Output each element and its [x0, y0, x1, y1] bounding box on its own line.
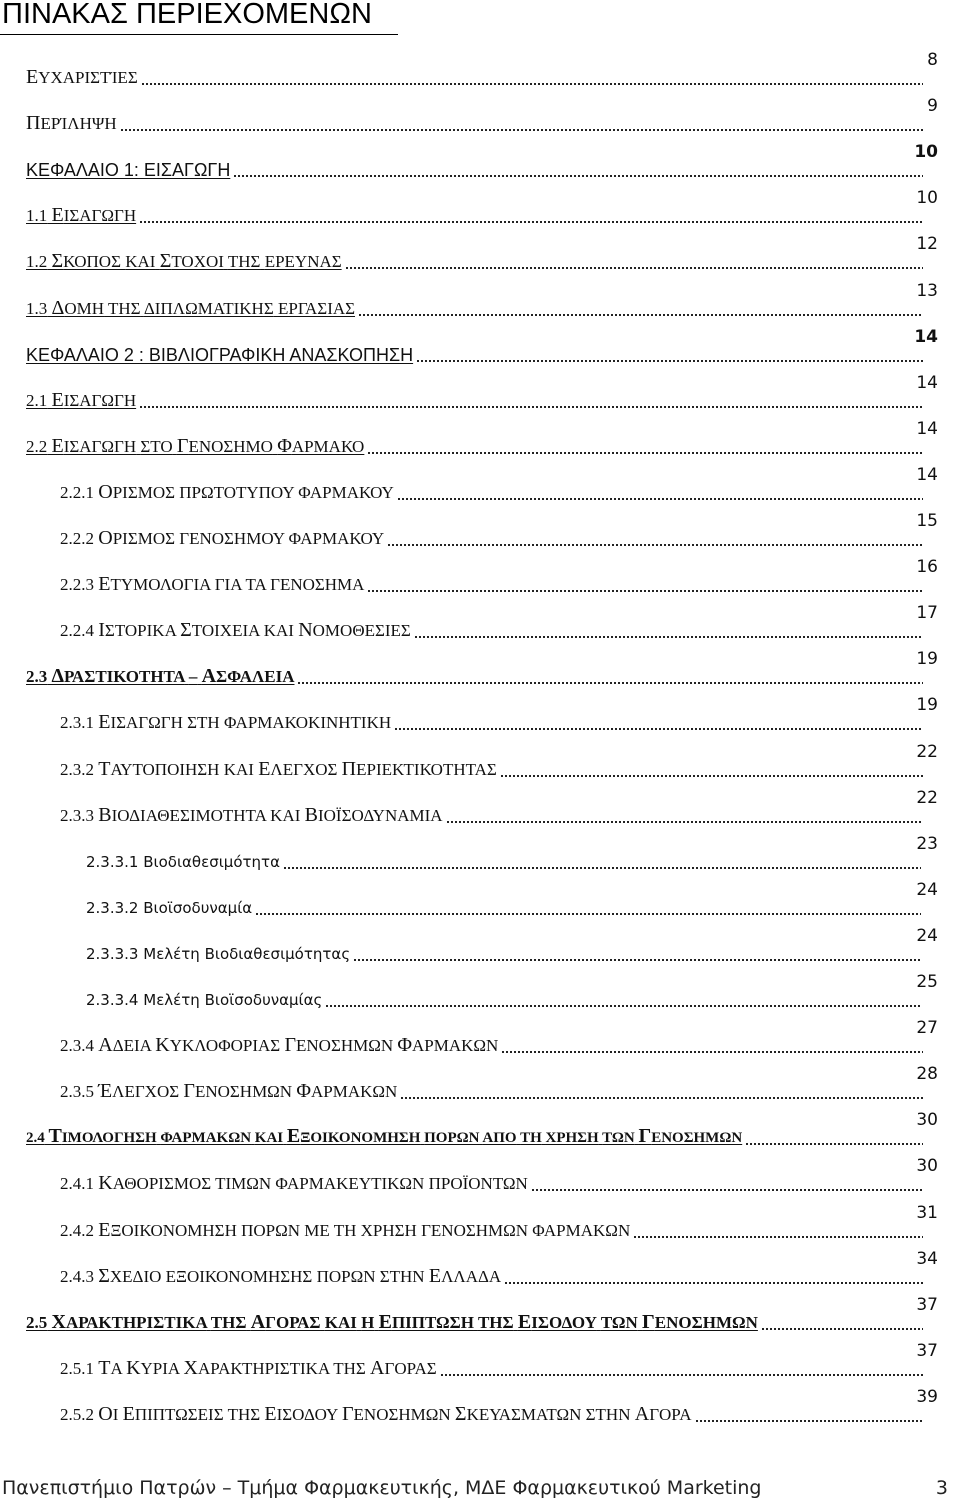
toc-entry-title: 2.3 ΔΡΑΣΤΙΚΟΤΗΤΑ – ΑΣΦΑΛΕΙΑ — [26, 665, 295, 688]
toc-entry — [0, 138, 960, 184]
toc-entry-line — [60, 707, 924, 735]
toc-entry-title: 2.3.1 ΕΙΣΑΓΩΓΗ ΣΤΗ ΦΑΡΜΑΚΟΚΙΝΗΤΙΚΗ — [60, 711, 392, 734]
toc-entry-line — [60, 1215, 924, 1243]
toc-entry — [0, 1291, 960, 1337]
toc-page-number: 39 — [916, 1386, 938, 1407]
toc-entry — [0, 369, 960, 415]
toc-page-number: 15 — [916, 511, 938, 531]
toc-entry-line — [60, 1353, 924, 1381]
toc-page-number: 27 — [916, 1018, 938, 1039]
toc-page-number: 9 — [927, 96, 938, 117]
toc-leader-dots — [141, 83, 923, 85]
toc-entry — [0, 784, 960, 830]
toc-leader-dots — [139, 221, 923, 223]
toc-entry — [0, 46, 960, 92]
toc-page-number: 34 — [916, 1248, 938, 1269]
toc-page-number: 16 — [916, 557, 938, 578]
toc-entry — [0, 1245, 960, 1291]
toc-entry-title: 2.2.4 ΙΣΤΟΡΙΚΑ ΣΤΟΙΧΕΙΑ ΚΑΙ ΝΟΜΟΘΕΣΙΕΣ — [60, 619, 411, 642]
toc-entry — [0, 645, 960, 691]
toc-entry-title: 2.2.3 ΕΤΥΜΟΛΟΓΙΑ ΓΙΑ ΤΑ ΓΕΝΟΣΗΜΑ — [60, 573, 365, 596]
toc-entry-line — [60, 1399, 924, 1427]
toc-leader-dots — [387, 544, 923, 546]
toc-entry — [0, 691, 960, 737]
toc-entry — [0, 1199, 960, 1245]
toc-entry-title: 2.5.1 ΤΑ ΚΥΡΙΑ ΧΑΡΑΚΤΗΡΙΣΤΙΚΑ ΤΗΣ ΑΓΟΡΑΣ — [60, 1356, 437, 1379]
toc-entry-line — [26, 1122, 924, 1150]
toc-entry-line — [26, 431, 924, 459]
toc-entry-title: 1.2 ΣΚΟΠΟΣ ΚΑΙ ΣΤΟΧΟΙ ΤΗΣ ΕΡΕΥΝΑΣ — [26, 250, 342, 273]
toc-entry-line — [26, 339, 924, 367]
toc-entry — [0, 876, 960, 922]
footer-page-number: 3 — [935, 1477, 948, 1499]
toc-page-number: 17 — [916, 603, 938, 624]
toc-entry — [0, 277, 960, 323]
toc-leader-dots — [531, 1189, 923, 1191]
toc-leader-dots — [500, 775, 923, 777]
toc-entry-title: 2.3.2 ΤΑΥΤΟΠΟΙΗΣΗ ΚΑΙ ΕΛΕΓΧΟΣ ΠΕΡΙΕΚΤΙΚΟΤΗΤΑΣ — [60, 757, 497, 780]
toc-page-number: 8 — [927, 50, 938, 70]
toc-leader-dots — [325, 1005, 921, 1007]
toc-entry-title: 2.3.3.2 Βιοϊσοδυναμία — [86, 898, 253, 917]
toc-leader-dots — [397, 498, 923, 500]
toc-entry — [0, 1060, 960, 1106]
toc-page-number: 24 — [916, 925, 938, 946]
toc-entry-line — [60, 615, 924, 643]
toc-entry — [0, 599, 960, 645]
toc-page-number: 30 — [916, 1156, 938, 1177]
toc-leader-dots — [414, 636, 923, 638]
toc-leader-dots — [367, 590, 923, 592]
toc-page-number: 14 — [916, 418, 938, 439]
toc-entry-title: 2.2 ΕΙΣΑΓΩΓΗ ΣΤΟ ΓΕΝΟΣΗΜΟ ΦΑΡΜΑΚΟ — [26, 434, 365, 457]
toc-entry-title: 2.3.4 ΑΔΕΙΑ ΚΥΚΛΟΦΟΡΙΑΣ ΓΕΝΟΣΗΜΩΝ ΦΑΡΜΑΚΩΝ — [60, 1034, 499, 1057]
toc-page-number: 37 — [916, 1294, 938, 1315]
toc-entry-line — [26, 1307, 924, 1335]
toc-page-number: 14 — [916, 372, 938, 393]
toc-leader-dots — [695, 1420, 924, 1422]
toc-entry-title: 2.3.5 ΈΛΕΓΧΟΣ ΓΕΝΟΣΗΜΩΝ ΦΑΡΜΑΚΩΝ — [60, 1080, 398, 1103]
toc-entry-title: 2.5.2 ΟΙ ΕΠΙΠΤΩΣΕΙΣ ΤΗΣ ΕΙΣΟΔΟΥ ΓΕΝΟΣΗΜΩΝ ΣΚΕΥΑΣΜΑΤΩΝ ΣΤΗΝ ΑΓΟΡΑ — [60, 1402, 692, 1425]
toc-entry-title: 2.3.3.4 Μελέτη Βιοϊσοδυναμίας — [86, 991, 323, 1009]
toc-page-number: 14 — [914, 326, 938, 347]
toc-page-number: 13 — [916, 280, 938, 301]
toc-entry — [0, 230, 960, 276]
toc-entry-line — [86, 938, 922, 966]
toc-leader-dots — [353, 959, 921, 961]
toc-leader-dots — [139, 406, 923, 408]
toc-entry — [0, 461, 960, 507]
toc-entry — [0, 184, 960, 230]
toc-leader-dots — [394, 728, 923, 730]
page-footer — [0, 1474, 960, 1506]
toc-entry-title: 2.4 ΤΙΜΟΛΟΓΗΣΗ ΦΑΡΜΑΚΩΝ ΚΑΙ ΕΞΟΙΚΟΝΟΜΗΣΗ ΠΟΡΩΝ ΑΠΟ ΤΗ ΧΡΗΣΗ ΤΩΝ ΓΕΝΟΣΗΜΩΝ — [26, 1125, 743, 1148]
toc-entry-title: ΚΕΦΑΛΑΙΟ 2 : ΒΙΒΛΙΟΓΡΑΦΙΚΗ ΑΝΑΣΚΟΠΗΣΗ — [26, 344, 414, 365]
toc-entry-title: 1.1 ΕΙΣΑΓΩΓΗ — [26, 204, 137, 227]
toc-entry-title: 2.4.2 ΕΞΟΙΚΟΝΟΜΗΣΗ ΠΟΡΩΝ ΜΕ ΤΗ ΧΡΗΣΗ ΓΕΝΟΣΗΜΩΝ ΦΑΡΜΑΚΩΝ — [60, 1218, 631, 1241]
toc-page-number: 10 — [916, 188, 938, 209]
toc-page-number: 22 — [916, 787, 938, 808]
toc-entry-title: 2.4.1 ΚΑΘΟΡΙΣΜΟΣ ΤΙΜΩΝ ΦΑΡΜΑΚΕΥΤΙΚΩΝ ΠΡΟΪΟΝΤΩΝ — [60, 1172, 528, 1195]
toc-entry-line — [60, 523, 924, 551]
toc-page-number: 23 — [916, 833, 938, 854]
toc-leader-dots — [446, 821, 923, 823]
toc-entry-title: 2.2.1 ΟΡΙΣΜΟΣ ΠΡΩΤΟΤΥΠΟΥ ΦΑΡΜΑΚΟΥ — [60, 480, 394, 503]
toc-page-number: 10 — [914, 142, 938, 163]
toc-entry-line — [60, 754, 924, 782]
toc-entry-title: 2.3.3.3 Μελέτη Βιοδιαθεσιμότητας — [86, 944, 351, 963]
toc-leader-dots — [233, 175, 923, 177]
toc-leader-dots — [504, 1282, 923, 1284]
toc-entry-title: 1.3 ΔΟΜΗ ΤΗΣ ΔΙΠΛΩΜΑΤΙΚΗΣ ΕΡΓΑΣΙΑΣ — [26, 296, 356, 319]
toc-page-number: 31 — [916, 1202, 938, 1223]
toc-entry-title: 2.3.3 ΒΙΟΔΙΑΘΕΣΙΜΟΤΗΤΑ ΚΑΙ ΒΙΟΪΣΟΔΥΝΑΜΙΑ — [60, 803, 443, 826]
toc-page-number: 12 — [916, 234, 938, 255]
toc-entry-line — [60, 800, 924, 828]
toc-entry-title: ΠΕΡΊΛΗΨΗ — [26, 112, 117, 135]
toc-page-number: 30 — [916, 1110, 938, 1131]
toc-entry-line — [60, 1261, 924, 1289]
toc-page-number: 19 — [916, 649, 938, 670]
toc-entry-line — [86, 846, 922, 874]
toc-entry-title: 2.4.3 ΣΧΕΔΙΟ ΕΞΟΙΚΟΝΟΜΗΣΗΣ ΠΟΡΩΝ ΣΤΗΝ ΕΛΛΑΔΑ — [60, 1264, 502, 1287]
toc-entry-line — [26, 108, 924, 136]
toc-page-number: 19 — [916, 695, 938, 716]
toc-leader-dots — [501, 1051, 923, 1053]
toc-entry-line — [26, 200, 924, 228]
toc-entry-line — [60, 1076, 924, 1104]
toc-entry-line — [86, 984, 922, 1012]
toc-leader-dots — [255, 913, 921, 915]
toc-entry — [0, 922, 960, 968]
toc-entry-line — [26, 154, 924, 182]
toc-page-number: 22 — [916, 741, 938, 762]
toc-entry — [0, 553, 960, 599]
toc-entry — [0, 1337, 960, 1383]
toc-entry — [0, 507, 960, 553]
toc-entry — [0, 968, 960, 1014]
footer-text: Πανεπιστήμιο Πατρών – Τμήμα Φαρμακευτικής, ΜΔΕ Φαρμακευτικού Marketing — [2, 1477, 762, 1499]
toc-leader-dots — [633, 1236, 923, 1238]
toc-leader-dots — [367, 452, 923, 454]
toc-entry-line — [26, 62, 924, 90]
toc-entry — [0, 1014, 960, 1060]
toc-page-number: 28 — [916, 1064, 938, 1085]
toc-page-number: 14 — [916, 464, 938, 485]
toc-entry-title: ΕΥΧΑΡΙΣΤΊΕΣ — [26, 66, 138, 88]
toc-entry — [0, 1152, 960, 1198]
toc-entry-line — [26, 385, 924, 413]
toc-leader-dots — [400, 1097, 923, 1099]
page-title: ΠΙΝΑΚΑΣ ΠΕΡΙΕΧΟΜΕΝΩΝ — [2, 0, 372, 30]
toc-entry-title: 2.2.2 ΟΡΙΣΜΟΣ ΓΕΝΟΣΗΜΟΥ ΦΑΡΜΑΚΟΥ — [60, 527, 385, 549]
toc-leader-dots — [297, 682, 923, 684]
toc-entry-line — [86, 892, 922, 920]
toc-entry-line — [26, 661, 924, 689]
toc-entry-line — [60, 1030, 924, 1058]
toc-entry-line — [60, 569, 924, 597]
toc-leader-dots — [120, 129, 923, 131]
toc-entry — [0, 92, 960, 138]
toc-entry-line — [60, 477, 924, 505]
toc-entry-title: ΚΕΦΑΛΑΙΟ 1: ΕΙΣΑΓΩΓΗ — [26, 160, 231, 181]
toc-entry — [0, 323, 960, 369]
toc-leader-dots — [345, 267, 923, 269]
toc-page-number: 25 — [916, 972, 938, 992]
toc-entry-title: 2.1 ΕΙΣΑΓΩΓΗ — [26, 388, 137, 411]
toc-leader-dots — [283, 867, 921, 869]
toc-entry — [0, 415, 960, 461]
toc-entry-title: 2.3.3.1 Βιοδιαθεσιμότητα — [86, 852, 280, 871]
toc-leader-dots — [745, 1143, 923, 1145]
toc-entry — [0, 830, 960, 876]
toc-entry — [0, 738, 960, 784]
toc-page-number: 37 — [916, 1340, 938, 1361]
toc-entry — [0, 1106, 960, 1152]
toc-entry-line — [26, 293, 924, 321]
toc-entry-title: 2.5 ΧΑΡΑΚΤΗΡΙΣΤΙΚΑ ΤΗΣ ΑΓΟΡΑΣ ΚΑΙ Η ΕΠΙΠΤΩΣΗ ΤΗΣ ΕΙΣΟΔΟΥ ΤΩΝ ΓΕΝΟΣΗΜΩΝ — [26, 1310, 758, 1333]
toc-leader-dots — [440, 1374, 923, 1376]
toc-page-number: 24 — [916, 879, 938, 900]
toc-leader-dots — [761, 1328, 923, 1330]
toc-leader-dots — [416, 360, 923, 362]
toc-entry — [0, 1383, 960, 1429]
toc-leader-dots — [358, 314, 923, 316]
toc-entry-line — [60, 1168, 924, 1196]
toc-entry-line — [26, 246, 924, 274]
